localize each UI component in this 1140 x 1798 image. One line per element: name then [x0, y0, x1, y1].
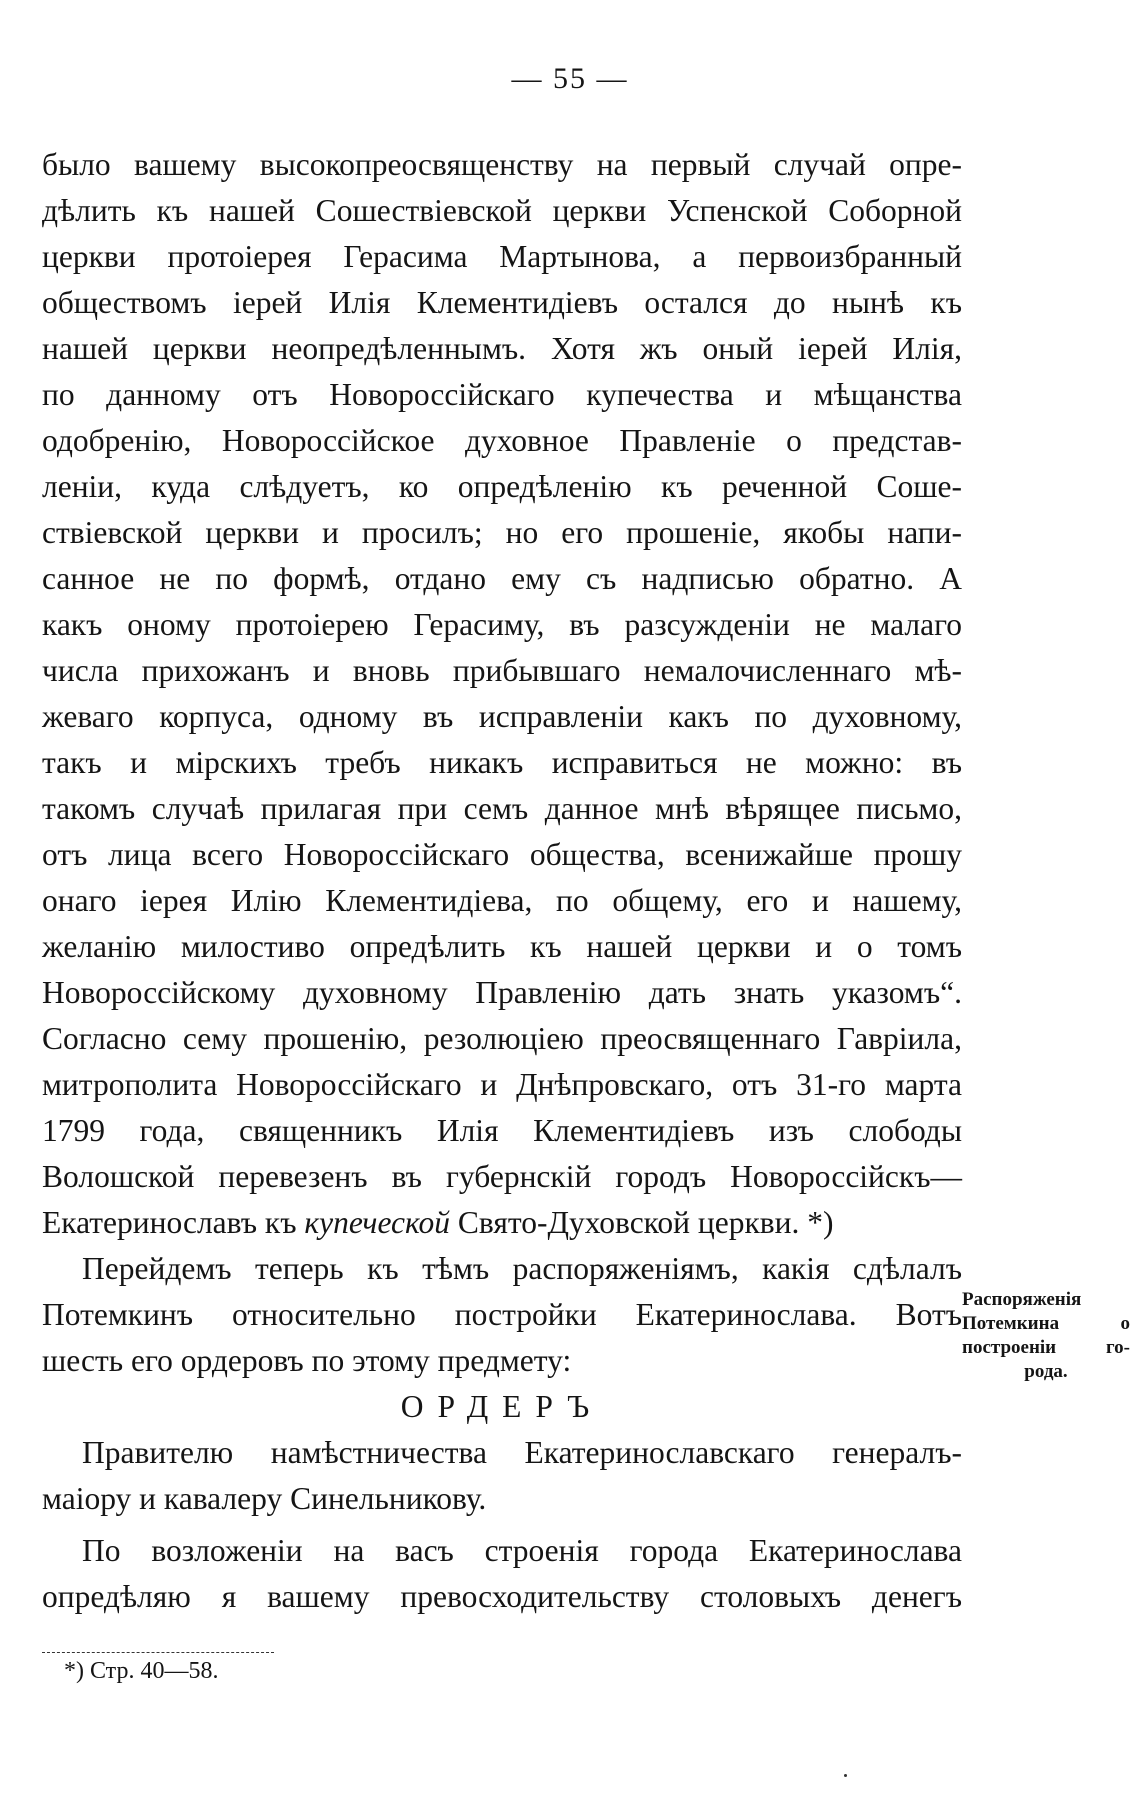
margin-note-line: Потемкина о [962, 1313, 1130, 1334]
text-line: желанію милостиво опредѣлить къ нашей церкви и о томъ [42, 929, 962, 964]
margin-note-line: построеніи го- [962, 1337, 1130, 1358]
text-line: одобренію, Новороссійское духовное Правленіе о представ- [42, 423, 962, 458]
text-line: жеваго корпуса, одному въ исправленіи какъ по духовному, [42, 699, 962, 734]
text-line: санное не по формѣ, отдано ему съ надписью обратно. А [42, 561, 962, 596]
text-segment: Екатеринославъ къ [42, 1205, 305, 1240]
text-line: Правителю намѣстничества Екатеринославскаго генералъ- [82, 1435, 962, 1470]
text-line: дѣлить къ нашей Сошествіевской церкви Успенской Соборной [42, 193, 962, 228]
footnote: *) Стр. 40—58. [64, 1658, 219, 1684]
italic-emphasis: купеческой [304, 1205, 451, 1240]
page-number: — 55 — [511, 62, 629, 95]
text-line: митрополита Новороссійскаго и Днѣпровскаго, отъ 31-го марта [42, 1067, 962, 1102]
text-line: нашей церкви неопредѣленнымъ. Хотя жъ оный іерей Илія, [42, 331, 962, 366]
text-line: какъ оному протоіерею Герасиму, въ разсужденіи не малаго [42, 607, 962, 642]
order-text [42, 1528, 962, 1620]
text-line: такомъ случаѣ прилагая при семъ данное мнѣ вѣрящее письмо, [42, 791, 962, 826]
text-line: Согласно сему прошенію, резолюціею преосвященнаго Гавріила, [42, 1021, 962, 1056]
text-line: Волошской перевезенъ въ губернскій городъ Новороссійскъ— [42, 1159, 962, 1194]
paragraph-letter-continuation [42, 142, 962, 1246]
text-line: церкви протоіерея Герасима Мартынова, а первоизбранный [42, 239, 962, 274]
text-line: маіору и кавалеру Синельникову. [42, 1481, 487, 1516]
text-line: было вашему высокопреосвященству на первый случай опре- [42, 147, 962, 182]
text-line: такъ и мірскихъ требъ никакъ исправиться не можно: въ [42, 745, 962, 780]
text-line: Новороссійскому духовному Правленію дать знать указомъ“. [42, 975, 962, 1010]
text-line: леніи, куда слѣдуетъ, ко опредѣленію къ реченной Соше- [42, 469, 962, 504]
text-line-final [42, 1200, 962, 1246]
order-heading: ОРДЕРЪ [400, 1389, 604, 1424]
text-line: отъ лица всего Новороссійскаго общества, всенижайше прошу [42, 837, 962, 872]
main-text [42, 142, 962, 1620]
text-line: По возложеніи на васъ строенія города Екатеринослава [82, 1533, 962, 1568]
margin-note-line: рода. [1024, 1361, 1068, 1382]
text-segment-footnote-ref: Свято-Духовской церкви. *) [450, 1205, 834, 1240]
text-line: обществомъ іерей Илія Клементидіевъ остался до нынѣ къ [42, 285, 962, 320]
paragraph-orders-intro [42, 1246, 962, 1384]
text-line: ствіевской церкви и просилъ; но его прошеніе, якобы напи- [42, 515, 962, 550]
footnote-separator [42, 1652, 274, 1653]
text-line: Перейдемъ теперь къ тѣмъ распоряженіямъ, какія сдѣлалъ [82, 1251, 962, 1286]
margin-note-line: Распоряженія [962, 1289, 1082, 1310]
print-speck [844, 1774, 847, 1777]
margin-note [962, 1288, 1130, 1384]
order-address [42, 1430, 962, 1522]
text-line: по данному отъ Новороссійскаго купечества и мѣщанства [42, 377, 962, 412]
text-line: шесть его ордеровъ по этому предмету: [42, 1343, 572, 1378]
text-line: Потемкинъ относительно постройки Екатеринослава. Вотъ [42, 1297, 962, 1332]
text-line: онаго іерея Илію Клементидіева, по общему, его и нашему, [42, 883, 962, 918]
text-line: 1799 года, священникъ Илія Клементидіевъ изъ слободы [42, 1113, 962, 1148]
text-line: опредѣляю я вашему превосходительству столовыхъ денегъ [42, 1579, 962, 1614]
text-line: числа прихожанъ и вновь прибывшаго немалочисленнаго мѣ- [42, 653, 962, 688]
